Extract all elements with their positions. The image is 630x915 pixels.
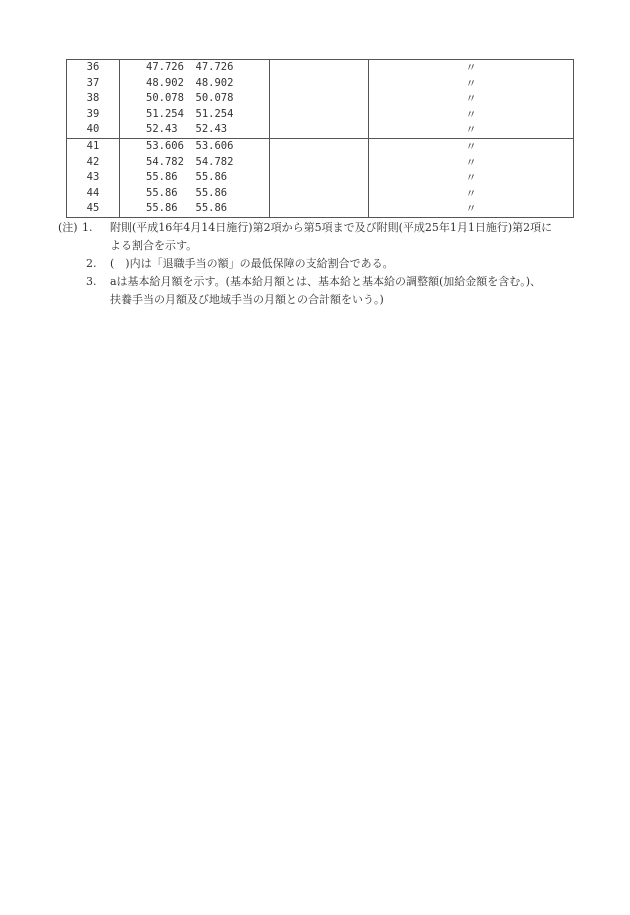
note-text-line: aは基本給月額を示す。(基本給月額とは、基本給と基本給の調整額(加給金額を含む。)、 [110, 275, 542, 288]
cell-rate-b: 54.782 [196, 155, 270, 171]
cell-blank [270, 155, 369, 171]
table-row [67, 201, 574, 217]
note-text-line: 附則(平成16年4月14日施行)第2項から第5項まで及び附則(平成25年1月1日施行)第2項に [110, 221, 553, 234]
cell-year: 41 [67, 138, 120, 154]
note-text-line: ( )内は「退職手当の額」の最低保障の支給割合である。 [110, 257, 394, 270]
cell-ditto-mark: 〃 [369, 91, 574, 107]
cell-year: 45 [67, 201, 120, 217]
cell-ditto-mark: 〃 [369, 170, 574, 186]
table-row [67, 91, 574, 107]
cell-rate-a: 47.726 [120, 60, 196, 76]
retirement-rate-table [66, 59, 574, 218]
cell-year: 44 [67, 186, 120, 202]
cell-blank [270, 107, 369, 123]
cell-blank [270, 170, 369, 186]
cell-ditto-mark: 〃 [369, 76, 574, 92]
cell-blank [270, 186, 369, 202]
cell-rate-a: 50.078 [120, 91, 196, 107]
note-number: 1. [82, 221, 93, 234]
cell-rate-a: 54.782 [120, 155, 196, 171]
cell-year: 43 [67, 170, 120, 186]
rate-table-body [67, 60, 574, 218]
cell-blank [270, 138, 369, 154]
cell-ditto-mark: 〃 [369, 186, 574, 202]
cell-blank [270, 76, 369, 92]
cell-rate-b: 55.86 [196, 201, 270, 217]
note-number: 2. [86, 257, 97, 270]
cell-ditto-mark: 〃 [369, 201, 574, 217]
cell-rate-b: 47.726 [196, 60, 270, 76]
table-row [67, 155, 574, 171]
cell-ditto-mark: 〃 [369, 138, 574, 154]
note-3 [58, 273, 588, 309]
notes-section [58, 219, 588, 309]
table-row [67, 170, 574, 186]
cell-rate-a: 48.902 [120, 76, 196, 92]
cell-ditto-mark: 〃 [369, 122, 574, 138]
note-1 [58, 219, 588, 255]
cell-rate-b: 48.902 [196, 76, 270, 92]
cell-rate-b: 55.86 [196, 186, 270, 202]
cell-rate-a: 53.606 [120, 138, 196, 154]
table-row [67, 122, 574, 138]
note-text-line: よる割合を示す。 [110, 239, 198, 252]
cell-rate-a: 55.86 [120, 186, 196, 202]
note-number: 3. [86, 275, 97, 288]
cell-blank [270, 60, 369, 76]
cell-rate-a: 55.86 [120, 201, 196, 217]
note-2 [58, 255, 588, 273]
cell-year: 37 [67, 76, 120, 92]
note-text-line: 扶養手当の月額及び地域手当の月額との合計額をいう。) [110, 293, 384, 306]
cell-year: 40 [67, 122, 120, 138]
table-row [67, 76, 574, 92]
cell-rate-b: 50.078 [196, 91, 270, 107]
cell-rate-b: 55.86 [196, 170, 270, 186]
cell-rate-a: 52.43 [120, 122, 196, 138]
table-row [67, 60, 574, 76]
cell-rate-b: 51.254 [196, 107, 270, 123]
cell-year: 38 [67, 91, 120, 107]
cell-ditto-mark: 〃 [369, 60, 574, 76]
cell-blank [270, 122, 369, 138]
cell-rate-a: 55.86 [120, 170, 196, 186]
cell-blank [270, 201, 369, 217]
cell-year: 42 [67, 155, 120, 171]
cell-year: 36 [67, 60, 120, 76]
table-row [67, 138, 574, 154]
table-row [67, 107, 574, 123]
cell-ditto-mark: 〃 [369, 107, 574, 123]
note-prefix: (注) [58, 221, 78, 234]
table-row [67, 186, 574, 202]
cell-ditto-mark: 〃 [369, 155, 574, 171]
cell-rate-a: 51.254 [120, 107, 196, 123]
cell-year: 39 [67, 107, 120, 123]
cell-rate-b: 52.43 [196, 122, 270, 138]
cell-rate-b: 53.606 [196, 138, 270, 154]
cell-blank [270, 91, 369, 107]
